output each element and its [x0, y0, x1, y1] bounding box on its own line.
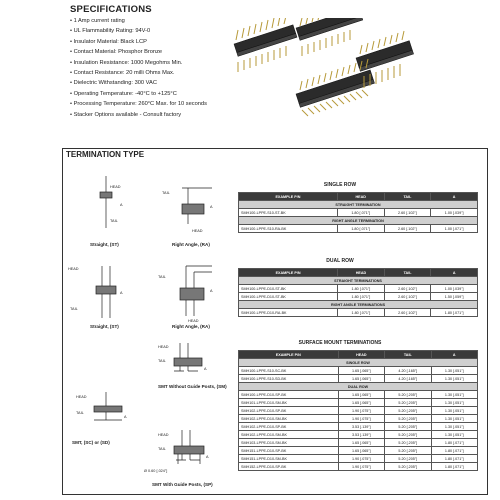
table-header-row [239, 193, 478, 201]
table-cell: 1.30 [.051"] [431, 415, 478, 423]
spec-item: • Dielectric Withstanding: 300 VAC [70, 78, 207, 88]
label-tail-sp: TAIL [158, 447, 166, 451]
table-row [239, 447, 478, 455]
specifications-title: SPECIFICATIONS [70, 4, 152, 15]
table-cell: 5.20 [.205"] [385, 399, 431, 407]
caption-smt-with: SMT With Guide Posts, (SP) [152, 482, 213, 487]
table-cell: SMH151-LPPE-D10-SP-BK [239, 447, 339, 455]
right-angle-insulator [182, 204, 204, 214]
section-label: SINGLE ROW [239, 359, 478, 367]
table-cell: 1.65 [.065"] [338, 399, 384, 407]
column-header: TAIL [384, 193, 431, 201]
table-cell: 1.30 [.051"] [431, 399, 478, 407]
caption-smt-sc-sd: SMT, (SC) or (SD) [72, 440, 110, 445]
table-cell: 3.53 [.139"] [338, 431, 384, 439]
table-header-row [239, 269, 478, 277]
table-cell: 1.80 [.071"] [338, 293, 385, 301]
section-label: DUAL ROW [239, 383, 478, 391]
table-cell: 5.20 [.205"] [385, 439, 431, 447]
table-cell: SMH102-LPPE-D10-SM-BK [239, 415, 339, 423]
table-row [239, 399, 478, 407]
table-row [239, 439, 478, 447]
table-cell: 2.60 [.102"] [384, 309, 431, 317]
table-row [239, 293, 478, 301]
column-header: EXAMPLE P/N [239, 193, 338, 201]
table-cell: 2.60 [.102"] [384, 209, 431, 217]
spec-item: • Processing Temperature: 260°C Max. for 10 seconds [70, 99, 207, 109]
table-cell: SMH100-LPPE-D10-ST-BK [239, 293, 338, 301]
straight-insulator [100, 192, 112, 198]
label-tail-sm: TAIL [158, 359, 166, 363]
table-cell: 4.20 [.165"] [385, 367, 431, 375]
label-diameter: Ø 0.60 [.024"] [144, 469, 168, 473]
table-cell: 5.20 [.205"] [385, 407, 431, 415]
label-tail-sc: TAIL [76, 411, 84, 415]
table-cell: 1.80 [.071"] [337, 225, 384, 233]
section-row [239, 277, 478, 285]
table-cell: 5.20 [.205"] [385, 431, 431, 439]
table-cell: 2.60 [.102"] [384, 225, 431, 233]
table-cell: 1.00 [.071"] [431, 225, 478, 233]
label-head-ra-dual: HEAD [188, 319, 199, 323]
table-row [239, 367, 478, 375]
table-cell: SMH100-LPPE-D10-SP-BK [239, 391, 339, 399]
table-cell: 5.20 [.205"] [385, 455, 431, 463]
spec-item: • Insulation Resistance: 1000 Megohms Min. [70, 58, 207, 68]
table-cell: 1.65 [.065"] [338, 439, 384, 447]
table-cell: SMH103-LPPE-D10-SM-BK [239, 439, 339, 447]
label-tail-ra: TAIL [162, 191, 170, 195]
table-row [239, 431, 478, 439]
label-tail: TAIL [110, 219, 118, 223]
section-row [239, 301, 478, 309]
label-tail-dual: TAIL [70, 307, 78, 311]
caption-smt-without: SMT Without Guide Posts, (SM) [158, 384, 227, 389]
section-label: RIGHT ANGLE TERMINATION [239, 217, 478, 225]
column-header: TAIL [384, 269, 431, 277]
table-cell: 1.80 [.071"] [431, 463, 478, 471]
table-cell: 1.80 [.071"] [431, 309, 478, 317]
table-cell: 1.65 [.065"] [338, 447, 384, 455]
smt-title: SURFACE MOUNT TERMINATIONS [298, 340, 382, 346]
label-head-dual: HEAD [68, 267, 79, 271]
table-row [239, 415, 478, 423]
table-cell: SMH152-LPPE-D10-SP-BK [239, 463, 339, 471]
table-cell: SMH100-LPPE-S10-ST-BK [239, 209, 338, 217]
column-header: HEAD [338, 351, 384, 359]
column-header: HEAD [338, 269, 385, 277]
label-a-sm: A [204, 367, 207, 371]
table-cell: 1.90 [.075"] [338, 463, 384, 471]
table-row [239, 225, 478, 233]
single-row-table [238, 192, 478, 233]
table-cell: 5.20 [.205"] [385, 423, 431, 431]
column-header: A [431, 351, 478, 359]
column-header: A [431, 269, 478, 277]
table-cell: 1.80 [.071"] [338, 285, 385, 293]
table-cell: SMH100-LPPE-D10-ST-BK [239, 285, 338, 293]
table-cell: 1.80 [.071"] [431, 439, 478, 447]
spec-item: • UL Flammability Rating: 94V-0 [70, 26, 207, 36]
table-cell: 1.30 [.051"] [431, 423, 478, 431]
section-row [239, 217, 478, 225]
label-a-sp: A [206, 455, 209, 459]
label-head-sc: HEAD [76, 395, 87, 399]
dual-row-table [238, 268, 478, 317]
termination-type-title: TERMINATION TYPE [66, 150, 145, 159]
section-row [239, 201, 478, 209]
section-label: RIGHT ANGLE TERMINATIONS [239, 301, 478, 309]
table-cell: 1.65 [.065"] [338, 375, 384, 383]
table-cell: 1.00 [.039"] [431, 209, 478, 217]
table-cell: 1.80 [.071"] [431, 447, 478, 455]
table-cell: 1.90 [.075"] [338, 455, 384, 463]
caption-straight-st: Straight, (ST) [90, 242, 119, 247]
label-tail-ra-dual: TAIL [158, 275, 166, 279]
table-cell: SMH102-LPPE-D10-SP-BK [239, 407, 339, 415]
table-cell: 1.90 [.075"] [338, 415, 384, 423]
table-cell: 1.30 [.051"] [431, 375, 478, 383]
section-row [239, 359, 478, 367]
label-a-ra: A [210, 205, 213, 209]
table-cell: 5.20 [.205"] [385, 463, 431, 471]
table-cell: 5.20 [.205"] [385, 391, 431, 399]
table-cell: 1.30 [.051"] [431, 367, 478, 375]
table-row [239, 391, 478, 399]
table-header-row [239, 351, 478, 359]
label-head-sm: HEAD [158, 345, 169, 349]
caption-right-angle-ra-dual: Right Angle, (RA) [172, 324, 210, 329]
table-cell: 2.60 [.102"] [384, 293, 431, 301]
table-cell: 4.20 [.165"] [385, 375, 431, 383]
spec-item: • Contact Material: Phosphor Bronze [70, 47, 207, 57]
column-header: TAIL [385, 351, 431, 359]
spec-item: • Stacker Options available - Consult factory [70, 110, 207, 120]
table-row [239, 463, 478, 471]
table-cell: 1.50 [.059"] [431, 293, 478, 301]
table-row [239, 375, 478, 383]
table-row [239, 309, 478, 317]
section-label: STRAIGHT TERMINATIONS [239, 277, 478, 285]
column-header: EXAMPLE P/N [239, 351, 339, 359]
label-head: HEAD [110, 185, 121, 189]
table-cell: 1.30 [.051"] [431, 407, 478, 415]
header-connector-photo [226, 18, 480, 124]
spec-item: • Contact Resistance: 20 milli Ohms Max. [70, 68, 207, 78]
table-cell: 1.00 [.039"] [431, 285, 478, 293]
column-header: HEAD [337, 193, 384, 201]
table-cell: SMH101-LPPE-D10-SM-BK [239, 399, 339, 407]
section-row [239, 383, 478, 391]
table-cell: 1.80 [.071"] [338, 309, 385, 317]
table-cell: 3.53 [.139"] [338, 423, 384, 431]
label-a-dual: A [120, 291, 123, 295]
table-cell: 1.80 [.071"] [337, 209, 384, 217]
smt-table [238, 350, 478, 471]
specifications-list [70, 16, 207, 120]
table-cell: 1.90 [.075"] [338, 407, 384, 415]
label-head-ra: HEAD [192, 229, 203, 233]
label-head-sp: HEAD [158, 433, 169, 437]
table-cell: SMH151-LPPE-D10-SM-BK [239, 455, 339, 463]
table-cell: SMH100-LPPE-S10-SD-BK [239, 375, 339, 383]
dual-row-title: DUAL ROW [326, 258, 354, 264]
spec-item: • Operating Temperature: -40°C to +125°C [70, 89, 207, 99]
table-cell: 5.20 [.205"] [385, 447, 431, 455]
table-row [239, 423, 478, 431]
table-row [239, 209, 478, 217]
table-row [239, 285, 478, 293]
column-header: A [431, 193, 478, 201]
table-cell: SMH102-LPPE-D10-SM-BK [239, 431, 339, 439]
caption-straight-st-dual: Straight, (ST) [90, 324, 119, 329]
table-cell: 1.65 [.065"] [338, 391, 384, 399]
table-cell: 2.60 [.102"] [384, 285, 431, 293]
section-label: STRAIGHT TERMINATION [239, 201, 478, 209]
table-cell: SMH100-LPPE-S10-RA-BK [239, 225, 338, 233]
column-header: EXAMPLE P/N [239, 269, 338, 277]
label-a-ra-dual: A [210, 289, 213, 293]
table-cell: SMH100-LPPE-D10-RA-BK [239, 309, 338, 317]
spec-item: • 1 Amp current rating [70, 16, 207, 26]
table-cell: SMH102-LPPE-D10-SP-BK [239, 423, 339, 431]
table-cell: SMH100-LPPE-S10-SC-BK [239, 367, 339, 375]
single-row-title: SINGLE ROW [323, 182, 357, 188]
label-a: A [120, 203, 123, 207]
table-cell: 1.65 [.065"] [338, 367, 384, 375]
table-cell: 1.80 [.071"] [431, 455, 478, 463]
table-row [239, 455, 478, 463]
caption-right-angle-ra: Right Angle, (RA) [172, 242, 210, 247]
table-cell: 1.30 [.051"] [431, 391, 478, 399]
table-cell: 1.30 [.051"] [431, 431, 478, 439]
label-a-sc: A [124, 415, 127, 419]
spec-item: • Insulator Material: Black LCP [70, 37, 207, 47]
table-row [239, 407, 478, 415]
table-cell: 5.20 [.205"] [385, 415, 431, 423]
